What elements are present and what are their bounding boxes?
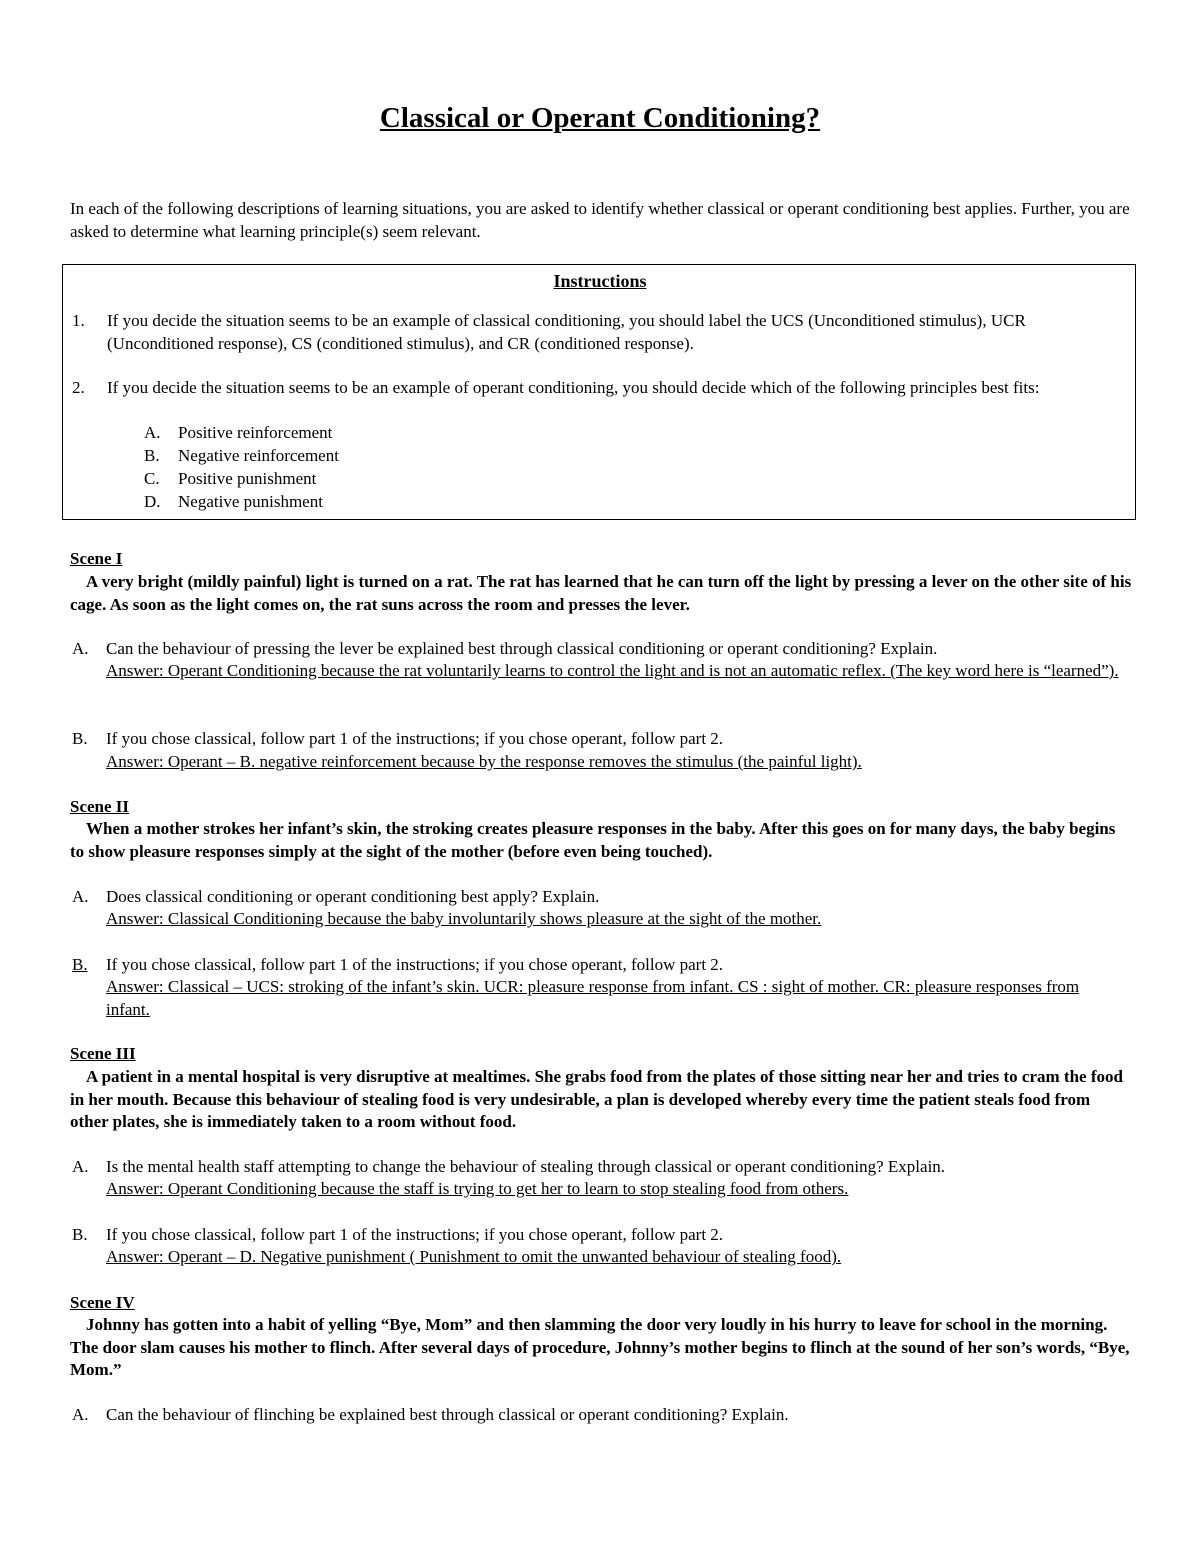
scene-description: When a mother strokes her infant’s skin, the stroking creates pleasure responses in the baby. After this goes on for many days, the baby begins to show pleasure responses simply at the sight of the mother (before even being touched). [70,819,1116,861]
question-letter: B. [72,1225,88,1244]
question-letter: A. [72,887,89,906]
principle-negative-reinforcement: Negative reinforcement [178,446,339,465]
page-title: Classical or Operant Conditioning? [379,102,821,134]
scene-description: Johnny has gotten into a habit of yelling “Bye, Mom” and then slamming the door very loudly in his hurry to leave for school in the morning. The door slam causes his mother to flinch. After several days of procedure, Johnny’s mother begins to flinch at the sound of her son’s words, “Bye, Mom.” [70,1315,1130,1379]
principle-letter: C. [144,469,160,488]
instruction-item-operant: If you decide the situation seems to be an example of operant conditioning, you should decide which of the following principles best fits: [107,378,1040,397]
scene-heading: Scene III [70,1044,136,1063]
instructions-heading: Instructions [553,271,647,291]
principle-letter: D. [144,492,161,511]
scene-heading: Scene IV [70,1293,135,1312]
question-text: Can the behaviour of pressing the lever be explained best through classical conditioning or operant conditioning? Explain. [106,639,938,658]
question-text: Can the behaviour of flinching be explained best through classical or operant conditioning? Explain. [106,1405,789,1424]
answer-text: Answer: Operant – D. Negative punishment ( Punishment to omit the unwanted behaviour of stealing food). [106,1247,842,1266]
scene-heading: Scene I [70,549,123,568]
instruction-number: 1. [72,311,85,330]
principle-positive-reinforcement: Positive reinforcement [178,423,333,442]
principle-letter: A. [144,423,161,442]
answer-text: Answer: Operant – B. negative reinforcement because by the response removes the stimulus (the painful light). [106,752,862,771]
principle-negative-punishment: Negative punishment [178,492,323,511]
question-text: If you chose classical, follow part 1 of the instructions; if you chose operant, follow part 2. [106,1225,724,1244]
question-text: Is the mental health staff attempting to change the behaviour of stealing through classical or operant conditioning? Explain. [106,1157,946,1176]
instruction-item-classical: If you decide the situation seems to be an example of classical conditioning, you should label the UCS (Unconditioned stimulus), UCR (Unconditioned response), CS (conditioned stimulus), and CR (conditioned response). [107,311,1026,353]
question-text: If you chose classical, follow part 1 of the instructions; if you chose operant, follow part 2. [106,955,724,974]
scene-description: A patient in a mental hospital is very disruptive at mealtimes. She grabs food from the plates of those sitting near her and tries to cram the food in her mouth. Because this behaviour of stealing food is very undesirable, a plan is developed whereby every time the patient steals food from other plates, she is immediately taken to a room without food. [70,1067,1123,1131]
question-text: Does classical conditioning or operant conditioning best apply? Explain. [106,887,600,906]
question-letter: B. [72,955,88,974]
question-letter: A. [72,639,89,658]
scene-description: A very bright (mildly painful) light is turned on a rat. The rat has learned that he can turn off the light by pressing a lever on the other site of his cage. As soon as the light comes on, the rat suns across the room and presses the lever. [70,572,1132,614]
answer-text: Answer: Classical Conditioning because the baby involuntarily shows pleasure at the sight of the mother. [106,909,822,928]
answer-text: Answer: Operant Conditioning because the rat voluntarily learns to control the light and is not an automatic reflex. (The key word here is “learned”). [106,661,1119,680]
question-letter: A. [72,1157,89,1176]
answer-text: Answer: Operant Conditioning because the staff is trying to get her to learn to stop stealing food from others. [106,1179,849,1198]
question-text: If you chose classical, follow part 1 of the instructions; if you chose operant, follow part 2. [106,729,724,748]
instruction-number: 2. [72,378,85,397]
answer-text: Answer: Classical – UCS: stroking of the infant’s skin. UCR: pleasure response from infant. CS : sight of mother. CR: pleasure responses from infant. [106,977,1080,1019]
scene-heading: Scene II [70,797,130,816]
principle-positive-punishment: Positive punishment [178,469,317,488]
principle-letter: B. [144,446,160,465]
intro-paragraph: In each of the following descriptions of learning situations, you are asked to identify whether classical or operant conditioning best applies. Further, you are asked to determine what learning principle(s) seem relevant. [70,199,1130,241]
question-letter: A. [72,1405,89,1424]
question-letter: B. [72,729,88,748]
